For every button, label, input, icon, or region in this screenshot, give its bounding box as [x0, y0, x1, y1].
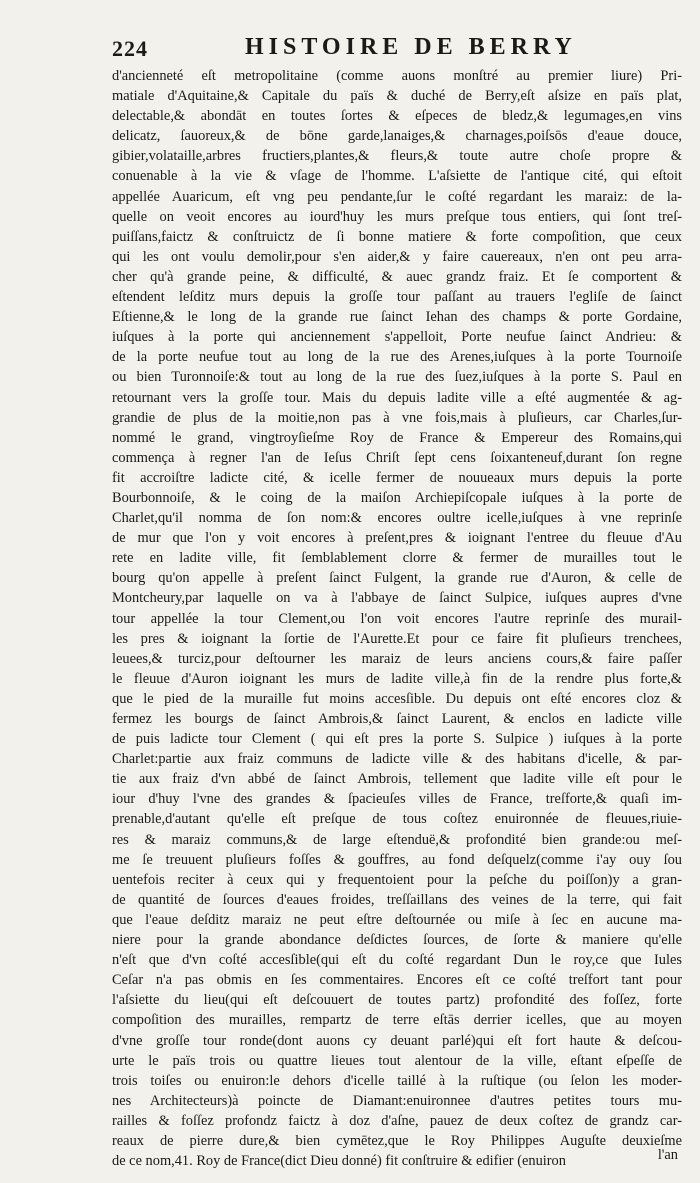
text-line: que le pied de la muraille fut moins accesſible. Du depuis ont eſté encores cloz & — [112, 690, 682, 707]
text-line: iour d'huy l'vne des grandes & ſpacieuſes villes de France, treſforte,& quaſi im- — [112, 791, 682, 808]
text-line: bourg qu'on appelle à preſent ſainct Fulgent, la grande rue d'Auron, & celle de — [112, 570, 682, 587]
text-line: nes Architecteurs)à poincte de Diamant:enuironnee d'autres petites tours mu- — [112, 1092, 682, 1109]
text-line: tie aux fraiz d'vn abbé de ſainct Ambrois, tellement que ladite ville eſt pour le — [112, 771, 682, 788]
text-line: urte le païs trois ou quattre lieues tout alentour de la ville, eſtant eſpeſſe de — [112, 1052, 682, 1069]
text-line: retournant vers la groſſe tour. Mais du depuis ladite ville a eſté augmentée & ag- — [112, 389, 682, 406]
text-line: Montcheury,par laquelle on va à l'abbaye de ſainct Sulpice, iuſques aupres d'vne — [112, 590, 682, 607]
text-line: gibier,volataille,arbres fructiers,plantes,& fleurs,& toute autre choſe propre & — [112, 148, 682, 165]
text-line: railles & foſſez profondz faictz à doz d'aſne, pauez de deux coſtez de grandz car- — [112, 1112, 682, 1129]
text-line: tour appellée la tour Clement,ou l'on voit encores l'autre reprinſe des murail- — [112, 610, 682, 627]
text-line: grandie de plus de la moitie,non pas à vne fois,mais à pluſieurs, car Charles,ſur- — [112, 409, 682, 426]
text-line: n'eſt que d'vn coſté accesſible(qui eſt du coſté regardant Dun le roy,ce que Iules — [112, 952, 682, 969]
page-number: 224 — [112, 36, 148, 61]
text-line: matiale d'Aquitaine,& Capitale du païs & duché de Berry,eſt aſsize en païs plat, — [112, 88, 682, 105]
text-line: Charlet:partie aux fraiz communs de ladicte ville & des habitans d'icelle, & par- — [112, 751, 682, 768]
text-line: prenable,d'autant qu'elle eſt preſque de tous coſtez enuironnée de fleuues,riuie- — [112, 811, 682, 828]
text-line: fermez les bourgs de ſainct Ambrois,& ſainct Laurent, & enclos en ladicte ville — [112, 711, 682, 727]
text-line: delicatz, ſauoreux,& de bōne garde,lanaiges,& charnages,poiſsōs d'eaue douce, — [112, 128, 682, 145]
text-line: conuenable à la vie & vſage de l'homme. L'aſsiette de l'antique cité, qui eſtoit — [112, 168, 682, 185]
text-line: iuſques à la porte qui anciennement s'appelloit, Porte neufue ſainct Andrieu: & — [112, 329, 682, 346]
text-line: de mur que l'on y voit encores à preſent,pres & ioignant l'entree du fleuue d'Au — [112, 530, 682, 547]
text-line: trois toiſes ou enuiron:le dehors d'icelle taillé à la ruſtique (ou ſelon les moder- — [112, 1072, 682, 1089]
text-line: eſtendent leſditz murs depuis la groſſe tour paſſant au trauers l'egliſe de ſainct — [112, 289, 682, 306]
text-line: me ſe treuuent pluſieurs foſſes & gouffres, au fond deſquelz(comme i'ay ouy ſou — [112, 851, 682, 868]
text-line: de la porte neufue tout au long de la rue des Arenes,iuſques à la porte Tournoiſe — [112, 349, 682, 366]
text-line: ou bien Turonnoiſe:& tout au long de la rue des ſuez,iuſques à la porte S. Paul en — [112, 369, 682, 386]
text-line: Bourbonnoiſe, & le coing de la maiſon Archiepiſcopale iuſques à la porte de — [112, 489, 682, 506]
text-line: leuees,& turciz,pour deſtourner les maraiz de leurs anciens cours,& faire paſſer — [112, 650, 682, 667]
text-line: d'ancienneté eſt metropolitaine (comme auons monſtré au premier liure) Pri- — [112, 68, 682, 84]
text-line: qui les ont voulu demolir,pour s'en aider,& y faire cauereaux, n'en ont peu arra- — [112, 248, 682, 265]
text-line: Ceſar n'a pas obmis en ſes commentaires. Encores eſt ce coſté treſfort tant pour — [112, 972, 682, 989]
text-line: res & maraiz communs,& de large eſtenduë,& profondité bien grande:ou meſ- — [112, 831, 682, 848]
text-line: puiſſans,faictz & conſtruictz de ſi bonne matiere & forte compoſition, que ceux — [112, 228, 682, 245]
text-line: appellée Auaricum, eſt vng peu pendante,ſur le coſté regardant les maraiz: de la- — [112, 188, 682, 205]
text-line: de ce nom,41. Roy de France(dict Dieu donné) fit conſtruire & edifier (enuiron — [112, 1153, 566, 1170]
text-line: niere pour la grande abondance deſdictes ſources, de ſorte & maniere qu'elle — [112, 932, 682, 949]
text-line: Charlet,qu'il nomma de ſon nom:& encores oultre icelle,iuſques à vne reprinſe — [112, 510, 682, 527]
text-line: d'vne groſſe tour ronde(dont auons cy deuant parlé)qui eſt fort haute & deſcou- — [112, 1032, 682, 1049]
text-line: reaux de pierre dure,& bien cymētez,que le Roy Philippes Auguſte deuxieſme — [112, 1132, 682, 1149]
text-line: quelle on veoit encores au iourd'huy les murs preſque tous entiers, qui ſont treſ- — [112, 208, 682, 225]
text-line: de puis ladicte tour Clement ( qui eſt pres la porte S. Sulpice ) iuſques à la porte — [112, 731, 682, 748]
text-line: fit accroiſtre ladicte cité, & icelle fermer de nouueaux murs depuis la porte — [112, 469, 682, 486]
text-line: que l'eaue deſditz maraiz ne peut eſtre deſtournée ou miſe à ſec en aucune ma- — [112, 911, 682, 928]
body-text — [112, 66, 682, 1171]
text-line: l'aſsiette du lieu(qui eſt deſcouuert de toutes partz) profondité des foſſez, forte — [112, 992, 682, 1009]
catchword: l'an — [657, 1147, 678, 1163]
text-line: nommé le grand, vingtroyſieſme Roy de France & Empereur des Romains,qui — [112, 429, 682, 446]
text-line: uentefois reciter à ceux qui y frequentoient pour la peſche du poiſſon)y a gran- — [112, 871, 682, 888]
text-line: compoſition des murailles, rempartz de terre eſtās derrier icelles, que au moyen — [112, 1012, 682, 1029]
running-head: HISTOIRE DE BERRY — [245, 34, 577, 60]
text-line: le fleuue d'Auron ioignant les murs de ladite ville,à fin de la rendre plus forte,& — [112, 670, 682, 687]
text-line: delectable,& abondāt en toutes ſortes & eſpeces de bledz,& legumages,en vins — [112, 108, 682, 125]
page-header — [0, 34, 700, 64]
text-line: Eſtienne,& le long de la grande rue ſainct Iehan des champs & porte Gordaine, — [112, 309, 682, 326]
text-line: de quantité de ſources d'eaues froides, treſſaillans des veines de la terre, qui fait — [112, 891, 682, 908]
text-line: commença à regner l'an de Ieſus Chriſt ſept cens ſoixanteneuf,durant ſon regne — [112, 449, 682, 466]
text-line: cher qu'à grande peine, & difficulté, & auec grandz fraiz. Et ſe comportent & — [112, 268, 682, 285]
text-line: les pres & ioignant la ſortie de l'Aurette.Et pour ce faire fit pluſieurs trenchees, — [112, 630, 682, 647]
text-line: rete en ladite ville, fit ſemblablement clorre & fermer de murailles tout le — [112, 550, 682, 567]
